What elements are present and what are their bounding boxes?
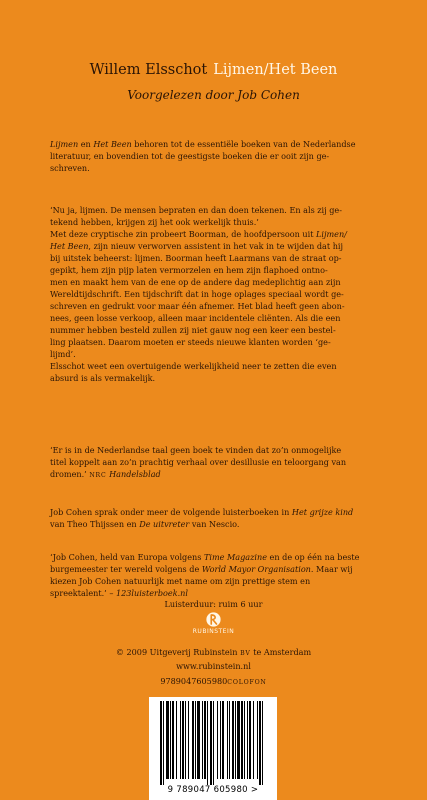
barcode-bar [237,701,240,779]
italic-title: Time Magazine [203,552,267,562]
barcode-bar [204,701,206,779]
text-line: schreven en gedrukt voor maar één afnemer. Het blad heeft geen abon- [50,301,345,311]
barcode-bar [220,701,221,779]
text-span: van Nescio. [189,519,240,529]
barcode-bar [180,701,181,779]
text-line: ling plaatsen. Daarom moeten er steeds nieuwe klanten worden ‘ge- [50,337,331,347]
barcode-bars [154,701,272,785]
text-line: gepikt, hem zijn pijp laten vermorzelen en hem zijn flaphoed ontno- [50,265,328,275]
barcode-bar [232,701,234,779]
barcode-bar [229,701,230,779]
italic-title: Lijmen [50,139,79,149]
italic-title: 123luisterboek.nl [115,588,188,598]
barcode-bar [213,701,214,785]
press-quote [50,444,380,482]
barcode-bar [195,701,196,779]
italic-title: World Mayor Organisation [201,564,311,574]
text-span: spreektalent.’ – [50,588,116,598]
barcode-bar [253,701,254,779]
text-line: men en maakt hem van de ene op de andere dag medeplichtig aan zijn [50,277,341,287]
publisher-name: RUBINSTEIN [192,628,235,635]
text-line: nees, geen losse verkoop, alleen maar incidentele cliënten. Als die een [50,313,341,323]
text-line: titel koppelt aan zo’n prachtig verhaal over desillusie en teloorgang van [50,457,347,467]
text-span: van Theo Thijssen en [50,519,140,529]
barcode-bar [202,701,203,779]
text-line: Wereldtijdschrift. Een tijdschrift dat in hoge oplages speciaal wordt ge- [50,289,344,299]
barcode-bar [160,701,162,785]
barcode-bar [247,701,248,779]
text-span: dromen.’ [50,469,90,479]
barcode-bar [192,701,194,779]
italic-title: Het grijze kind [291,507,354,517]
text-line: kiezen Job Cohen natuurlijk met name om zijn prettige stem en [50,576,311,586]
isbn-text: 9789047605980 [160,676,228,686]
italic-title: Het Been [93,139,132,149]
barcode-bar [259,701,261,785]
barcode-bar [197,701,200,779]
text-span: en [78,139,94,149]
text-line: ‘Nu ja, lijmen. De mensen bepraten en dan doen tekenen. En als zij ge- [50,205,342,215]
quote-source: Handelsblad [106,469,161,479]
barcode-bar [244,701,245,779]
quote-source: NRC [89,472,107,479]
text-span: behoren tot de essentiële boeken van de Nederlandse [131,139,356,149]
italic-title: De uitvreter [139,519,190,529]
publisher-logo [0,612,427,635]
isbn-colophon [0,676,427,686]
barcode-bar [222,701,224,779]
barcode-bar [262,701,263,785]
barcode-bar [176,701,177,779]
text-span: burgemeester ter wereld volgens de [50,564,202,574]
text-line: absurd is als vermakelijk. [50,373,156,383]
text-span: , zijn nieuw verworven assistent in het vak in te wijden dat hij [88,241,344,251]
text-span: . Maar wij [310,564,353,574]
barcode-bar [163,701,164,785]
barcode-digits: 9 789047 605980 > [167,785,259,795]
barcode-bar [207,701,208,785]
barcode-bar [227,701,228,779]
narrator-quote [50,551,380,599]
isbn-barcode [149,697,277,800]
text-span: BV [240,650,251,657]
barcode-bar [170,701,171,779]
text-span: © 2009 Uitgeverij Rubinstein [115,647,241,657]
italic-title: Het Been [50,241,89,251]
other-audiobooks [50,506,380,530]
intro-paragraph [50,138,380,174]
publisher-website: www.rubinstein.nl [176,661,251,671]
text-line: ‘Er is in de Nederlandse taal geen boek te vinden dat zo’n onmogelijke [50,445,342,455]
barcode-bar [257,701,258,779]
text-line: tekend hebben, krijgen zij het ook werkelijk thuis.’ [50,217,259,227]
listening-duration: Luisterduur: ruim 6 uur [164,599,263,609]
text-span: Met deze cryptische zin probeert Boorman, de hoofdpersoon uit [50,229,317,239]
text-line: nummer hebben besteld zullen zij niet gauw nog een keer een bestel- [50,325,336,335]
barcode-bar [166,701,169,779]
copyright-line [0,647,427,657]
book-title: Lijmen/Het Been [213,62,338,78]
text-span: en de op één na beste [266,552,360,562]
colophon-label: COLOFON [227,679,267,686]
author-name: Willem Elsschot [89,62,208,78]
text-span: te Amsterdam [250,647,312,657]
summary-paragraph [50,204,380,384]
barcode-bar [235,701,236,779]
barcode-bar [185,701,186,779]
barcode-bar [182,701,184,779]
barcode-bar [241,701,243,779]
text-line: schreven. [50,163,90,173]
reader-credit: Voorgelezen door Job Cohen [127,88,300,102]
barcode-bar [249,701,251,779]
barcode-bar [217,701,218,779]
text-line: Elsschot weet een overtuigende werkelijkheid neer te zetten die even [50,361,337,371]
cover-heading [0,62,427,78]
barcode-bar [210,701,212,785]
italic-title: Lijmen/ [316,229,347,239]
barcode-bar [172,701,174,779]
text-line: bij uitstek beheerst: lijmen. Boorman heeft Laarmans van de straat op- [50,253,342,263]
rubinstein-logo-icon [206,612,221,627]
text-span: ‘Job Cohen, held van Europa volgens [50,552,204,562]
barcode-bar [188,701,189,779]
text-line: lijmd’. [50,349,76,359]
text-line: literatuur, en bovendien tot de geestigste boeken die er ooit zijn ge- [50,151,330,161]
text-span: Job Cohen sprak onder meer de volgende luisterboeken in [50,507,292,517]
